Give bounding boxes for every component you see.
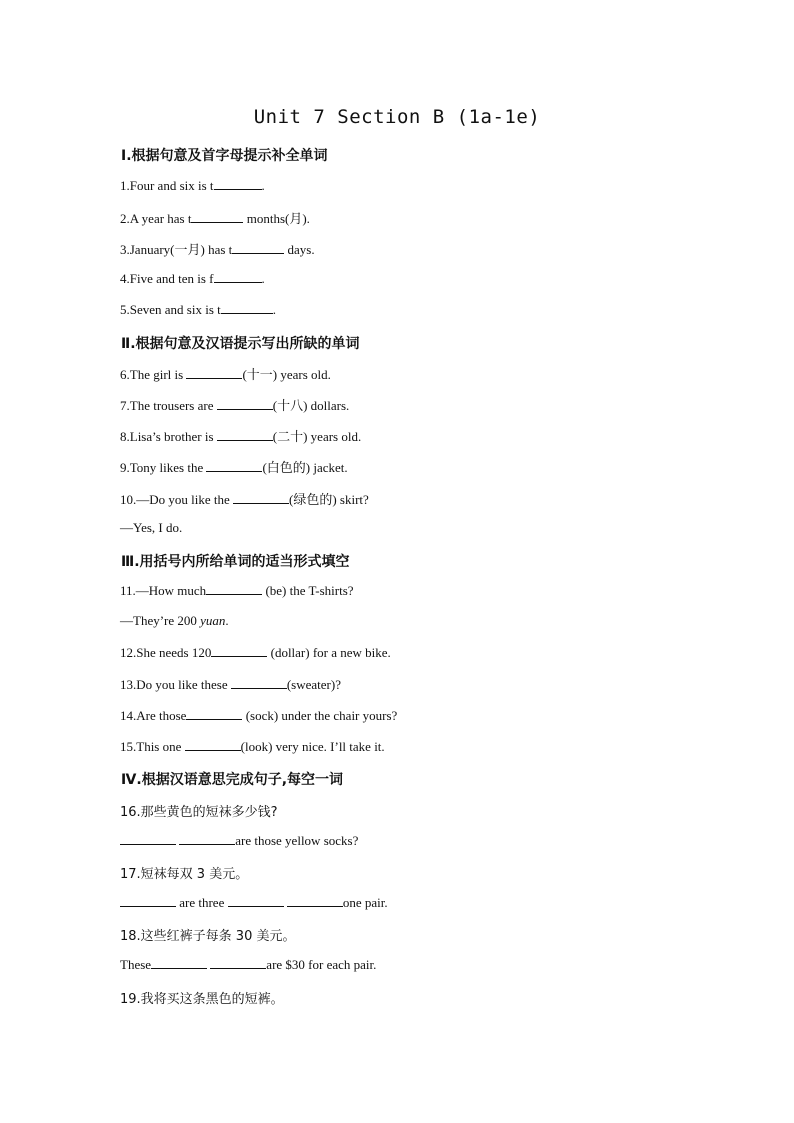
question-11: 11.—How much (be) the T-shirts? (120, 583, 354, 598)
answer-blank[interactable] (221, 301, 273, 314)
question-16-answer: are those yellow socks? (120, 832, 358, 849)
section-heading-4: Ⅳ.根据汉语意思完成句子,每空一词 (121, 772, 344, 788)
answer-blank[interactable] (217, 397, 273, 410)
answer-blank[interactable] (287, 894, 343, 907)
question-11-reply: —They’re 200 yuan. (120, 613, 229, 628)
question-16-prompt: 16.那些黄色的短袜多少钱? (120, 805, 278, 820)
question-4: 4.Five and ten is f . (120, 271, 265, 286)
answer-blank[interactable] (210, 956, 266, 969)
answer-blank[interactable] (232, 241, 284, 254)
answer-blank[interactable] (228, 894, 284, 907)
question-10-reply: —Yes, I do. (120, 520, 183, 535)
answer-blank[interactable] (233, 491, 289, 504)
question-19-prompt: 19.我将买这条黑色的短裤。 (120, 992, 284, 1007)
answer-blank[interactable] (191, 210, 243, 223)
answer-blank[interactable] (206, 459, 262, 472)
question-14: 14.Are those (sock) under the chair yours? (120, 708, 398, 723)
page-title: Unit 7 Section B (1a-1e) (253, 106, 541, 128)
question-13: 13.Do you like these (sweater)? (120, 677, 341, 692)
question-17-prompt: 17.短袜每双 3 美元。 (120, 867, 249, 882)
question-18-answer: These are $30 for each pair. (120, 957, 377, 972)
question-6: 6.The girl is (十一) years old. (120, 367, 331, 382)
question-2: 2.A year has t months(月). (120, 211, 310, 226)
section-heading-2: Ⅱ.根据句意及汉语提示写出所缺的单词 (121, 336, 360, 352)
question-17-answer: are three one pair. (120, 894, 388, 911)
answer-blank[interactable] (185, 738, 241, 751)
answer-blank[interactable] (120, 832, 176, 845)
question-15: 15.This one (look) very nice. I’ll take it. (120, 739, 385, 754)
question-1: 1.Four and six is t . (120, 178, 265, 193)
answer-blank[interactable] (214, 270, 262, 283)
question-10: 10.—Do you like the (绿色的) skirt? (120, 492, 369, 507)
answer-blank[interactable] (231, 676, 287, 689)
question-12: 12.She needs 120 (dollar) for a new bike. (120, 645, 391, 660)
answer-blank[interactable] (217, 428, 273, 441)
answer-blank[interactable] (186, 366, 242, 379)
question-9: 9.Tony likes the (白色的) jacket. (120, 460, 348, 475)
answer-blank[interactable] (214, 177, 262, 190)
question-8: 8.Lisa’s brother is (二十) years old. (120, 429, 362, 444)
answer-blank[interactable] (206, 582, 262, 595)
question-18-prompt: 18.这些红裤子每条 30 美元。 (120, 929, 296, 944)
question-5: 5.Seven and six is t . (120, 302, 276, 317)
answer-blank[interactable] (179, 832, 235, 845)
answer-blank[interactable] (211, 644, 267, 657)
question-7: 7.The trousers are (十八) dollars. (120, 398, 350, 413)
section-heading-1: Ⅰ.根据句意及首字母提示补全单词 (121, 148, 328, 164)
section-heading-3: Ⅲ.用括号内所给单词的适当形式填空 (121, 554, 350, 570)
question-3: 3.January(一月) has t days. (120, 242, 315, 257)
answer-blank[interactable] (120, 894, 176, 907)
answer-blank[interactable] (151, 956, 207, 969)
answer-blank[interactable] (186, 707, 242, 720)
